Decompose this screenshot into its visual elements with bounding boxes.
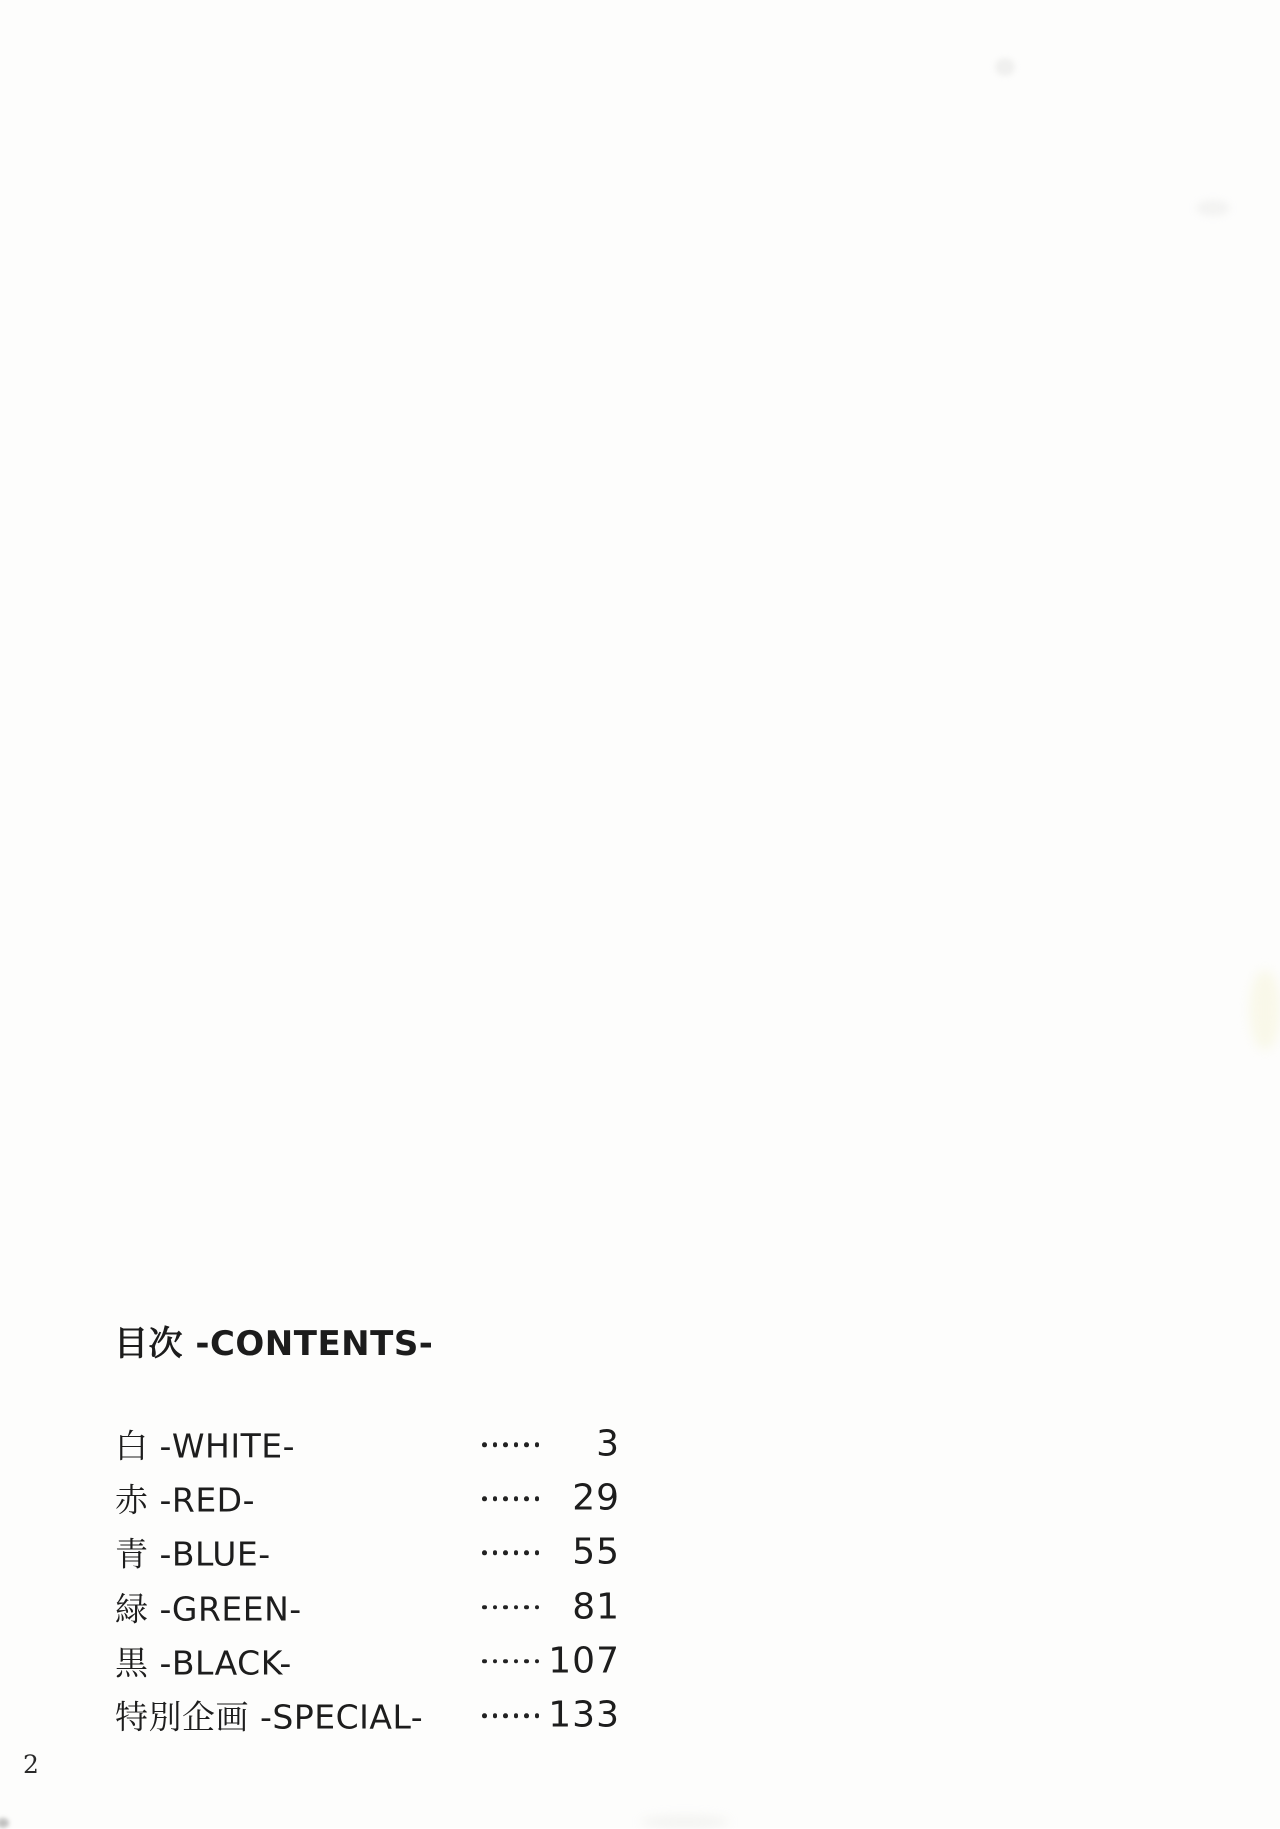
toc-entry	[115, 1689, 620, 1743]
toc-entry	[115, 1472, 620, 1526]
scan-smudge	[1196, 200, 1230, 216]
toc-entry	[115, 1418, 620, 1472]
toc-entry-page: 55	[572, 1532, 620, 1574]
scan-smudge	[1250, 970, 1280, 1050]
toc-entry-label: 青 -BLUE-	[115, 1534, 271, 1574]
toc-entry-page: 107	[548, 1640, 620, 1682]
toc-entry	[115, 1526, 620, 1580]
toc-entry-label: 特別企画 -SPECIAL-	[115, 1697, 424, 1737]
toc-entry-label: 黒 -BLACK-	[115, 1643, 292, 1683]
toc-entry-label: 緑 -GREEN-	[115, 1589, 302, 1629]
toc-entry-page: 3	[596, 1423, 620, 1465]
toc-entry	[115, 1581, 620, 1635]
scan-smudge	[0, 1818, 9, 1828]
toc-entry-label: 白 -WHITE-	[115, 1426, 295, 1466]
toc-entry	[115, 1635, 620, 1689]
scan-smudge	[640, 1815, 730, 1829]
toc-title: 目次 -CONTENTS-	[114, 1324, 434, 1364]
scan-smudge	[995, 58, 1015, 76]
toc-entry-page: 29	[572, 1477, 620, 1519]
toc-entry-page: 133	[548, 1694, 620, 1736]
toc-entry-label: 赤 -RED-	[115, 1480, 255, 1520]
toc-entry-page: 81	[572, 1586, 620, 1628]
page-number: 2	[23, 1750, 39, 1779]
